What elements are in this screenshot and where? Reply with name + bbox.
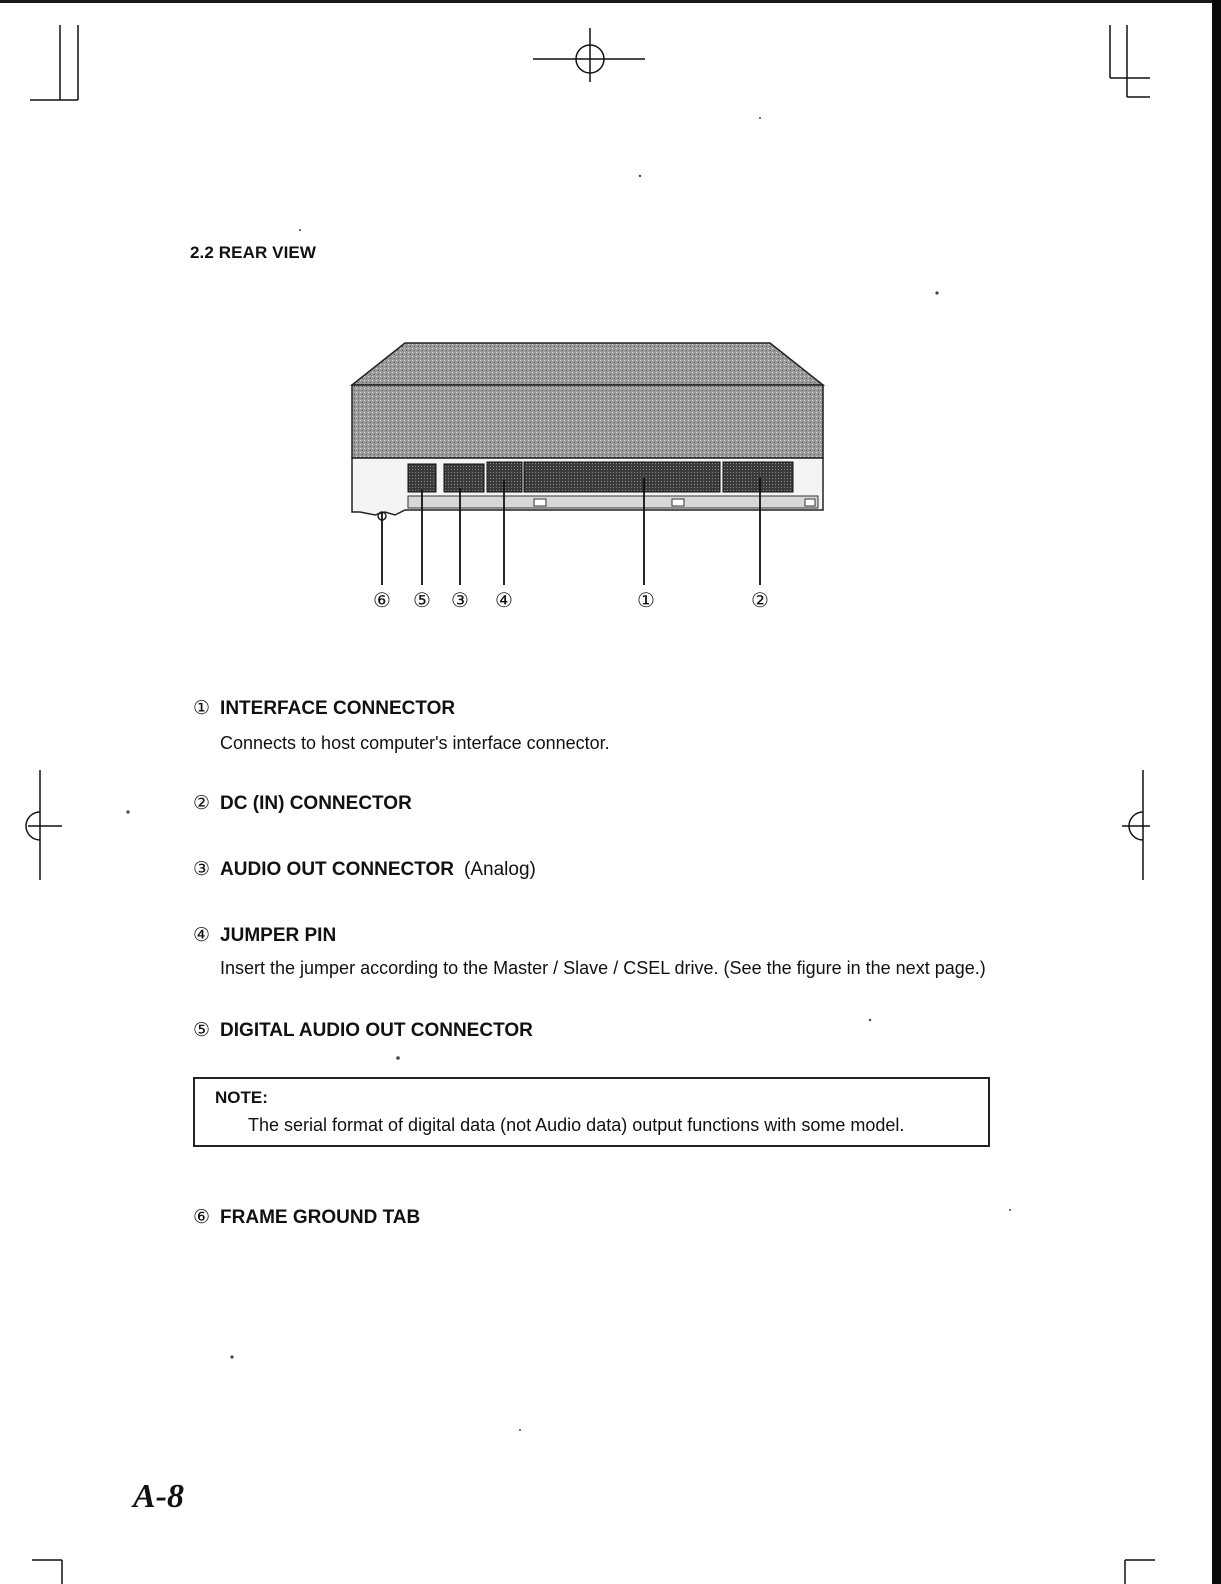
audio-out-connector-shape xyxy=(444,464,484,492)
drive-top-panel xyxy=(352,343,823,385)
item-title: JUMPER PIN xyxy=(220,925,337,946)
callout-6: ⑥ xyxy=(373,588,391,612)
item-description: Connects to host computer's interface connector. xyxy=(220,733,610,753)
item-title: AUDIO OUT CONNECTOR xyxy=(220,859,455,880)
item-number: ① xyxy=(193,698,211,719)
interface-connector-shape xyxy=(524,462,720,492)
item-title: DC (IN) CONNECTOR xyxy=(220,793,412,814)
item-number: ③ xyxy=(193,859,211,880)
page-number: A-8 xyxy=(133,1478,184,1515)
item-description: Insert the jumper according to the Master / Slave / CSEL drive. (See the figure in the next page.) xyxy=(220,958,986,978)
item-title: DIGITAL AUDIO OUT CONNECTOR xyxy=(220,1020,533,1041)
item-jumper-pin xyxy=(193,924,336,947)
item-number: ② xyxy=(193,793,211,814)
digital-audio-connector-shape xyxy=(408,464,436,492)
item-number: ⑥ xyxy=(193,1207,211,1228)
callout-2: ② xyxy=(751,588,769,612)
item-title: FRAME GROUND TAB xyxy=(220,1207,421,1228)
callout-4: ④ xyxy=(495,588,513,612)
dc-in-connector-shape xyxy=(723,462,793,492)
item-interface-connector xyxy=(193,697,455,720)
callout-1: ① xyxy=(637,588,655,612)
item-number: ④ xyxy=(193,925,211,946)
item-digital-audio-out-connector xyxy=(193,1019,533,1042)
note-box xyxy=(193,1077,990,1147)
callout-3: ③ xyxy=(451,588,469,612)
item-audio-out-connector xyxy=(193,858,536,881)
note-text: The serial format of digital data (not Audio data) output functions with some model. xyxy=(248,1115,905,1135)
item-dc-in-connector xyxy=(193,792,412,815)
section-heading: 2.2 REAR VIEW xyxy=(190,243,316,262)
drive-rear-face xyxy=(352,385,823,458)
drive-bottom-rail xyxy=(408,496,818,508)
item-suffix: (Analog) xyxy=(464,859,536,880)
note-title: NOTE: xyxy=(215,1088,268,1107)
item-number: ⑤ xyxy=(193,1020,211,1041)
callout-5: ⑤ xyxy=(413,588,431,612)
rear-view-figure xyxy=(0,0,1221,700)
item-frame-ground-tab xyxy=(193,1206,420,1229)
item-title: INTERFACE CONNECTOR xyxy=(220,698,456,719)
